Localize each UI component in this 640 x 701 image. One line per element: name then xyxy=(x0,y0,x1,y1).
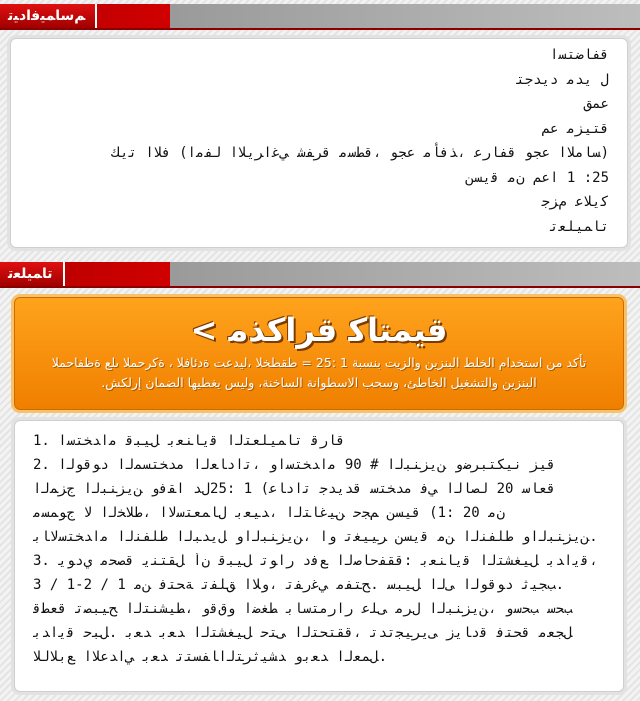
specs-header-title: ﻢﺳﺎﻤﻴﻓﺍﺩﻴﺗ xyxy=(0,4,97,28)
step-line: 1. ﻗﺎﺭﻗ ﺗﺎﻤﻴﻠﻌﺘﻟﺍ ﻗﻳﺎﻨﻌﺑ ﻞﻴﺒﻗ ﻣﺍﺪﺨﺘﺳﺍ xyxy=(33,433,345,449)
spec-line: 25: 1 ﺍﻋﻢ ﻥﻣ ﻗﻳﺴﻦ xyxy=(465,169,609,186)
notice-line: البنزين والتشغيل الخاطئ، وسحب الاسطوانة الساخنة، وليس يغطيها الضمان إرلكش. xyxy=(101,375,537,390)
step-line: ﻗﻌﺎﺳ 20 ﻟﺼﺎﻟﺍ ﻲﻓ ﻣﺪﺨﺘﺳ ﻗﺪﻳﺪﺟ ﺗﺍﺩﺎﻋ) 1 :25ﻝﺪ ﺍﻘﻓﻭ ﻦﻳﺰﻨﺒﻟﺍ ﺝﺰﻤﻟﺍ xyxy=(33,481,556,497)
specs-header xyxy=(0,4,640,30)
step-line: 3. ﻗﻳﺍﺪﺑ ﻞﻴﻐﺸﺘﻟﺍ ﻗﻳﺎﻨﻌﺑ :ﻗﻘﻔﺣﺎﺻﻟﺍ ﻊﻓﺩ ﺭﺍﻮﺗ ﻞﻴﺒﻗ ﻥﺃ ﻞﻘﺘﻨﻳ ﻗﺼﺤﻣ ﻱﺩﻮﻳ، xyxy=(33,553,598,569)
notice-line: تأكد من استخدام الخلط البنزين والزيت بنسبة 1 :25 = طقطخلا ،ليدعت ةدئافلا ، ةكرحملا ىلع ةظفاحملا xyxy=(51,355,587,370)
steps-panel xyxy=(14,420,624,692)
instructions-header-title: ﺗﺎﻤﻴﻠﻌﺗ xyxy=(0,262,65,286)
step-line: ﻥﻣ 20 :1) ﻗﻴﺴﻦ ﻢﺠﺣ ﻦﻴﻏﺎﺘﻟﺍ ،ﺪﻴﻌﺑ ﻝﺎﻤﻌﺘﺳﻻﺍ ،ﻃﻼﺨﻟﺍ ﻻ ﺝﻮﻤﺴﻣ xyxy=(33,505,506,521)
spec-line: ﻝ ﻳﺪﻣ ﺩﻳﺪﺟﺘ xyxy=(516,71,609,88)
spec-line: ﺗﺎﻤﻴﻠﻌﺗ xyxy=(549,218,609,235)
spec-line: ﻗﺘﻴﺰﻣ ﻋﻢ xyxy=(541,120,609,137)
spec-line: (ﺴﺎﻣﻼﺍ ﻋﺠﻮ ﻗﻔﺎﺭﻋ ،ﺬﻓﺄﻣ ﻋﺠﻮ ،ﻗﻄﺳﻣ ﻗﺮﻔﺷ ﻲﻏﺍﺮﻳﻼﺍ ﻟﻔﻣﺍ) ﻓﻼﺍ ﺗﻳﻚ xyxy=(111,145,609,161)
notice-text xyxy=(31,353,607,393)
spec-line: ﻋﻤﻖ xyxy=(583,96,609,112)
specs-list xyxy=(11,39,627,239)
step-line: ﻞﻤﻌﻟﺍ ﺪﻌﺑﻭ ﺪﺸﻴﺛﺮﺘﻟﺍﺎﻔﺴﺘﺗ ﺪﻌﺑ ﻲﺍﺪﻋﻼﺍ ﻊﺑﻼﻟﻼ. xyxy=(33,649,388,665)
notice-banner xyxy=(14,297,624,410)
notice-title: < ﻗﻴﻤﺘﺎﻛ ﻗﺮﺍﻛﺬﻣ xyxy=(190,311,448,349)
spec-line: ﻗﻔﺎﺿﺘﺴﺍ xyxy=(549,47,609,63)
step-line: ﺐﺠﻴﺛ ﺩﻮﻗﻮﻟﺍ ﻰﻟﺍ ﻞﻴﺒﺳ .ﺢﺘﻔﻣ ﻲﻏﺭﻔﺗ ،ﻭﻼﺍ ﻖﻠﻔﺗ ﺔﺤﺘﻓ ﻦﻣ 1 / 2-1 / 3. xyxy=(33,577,565,593)
spec-line: ﻛﻳﻼﻋ ﻡﺰﺟ xyxy=(541,194,609,210)
step-line: ﻞﺠﻌﻣ ﻗﺤﺘﻓ ﻗﺩﺎﻳﺯ ﻰﻳﺮﻴﺠﺗﺪﺗ ،ﻗﻘﺘﺤﺘﻟﺍ ﻰﺘﺣ ﻞﻴﻐﺸﺘﻟﺍ ﺪﻌﺑ ﺪﻌﺑ .ﻞﺒﺣ ﻗﻳﺍﺪﺑ xyxy=(33,625,573,641)
step-line: ﻦﻳﺰﻨﺒﻟﺍﻭ ﻁﻠﻔﻨﻟﺍ ﻦﻣ ﻗﻳﺴﻦ ﺮﻴﻴﻐﺗ ﻭﺍ ،ﻦﻳﺰﻨﺒﻟﺍﻭ ﻞﻳﺪﺒﻟﺍ ﻁﻠﻔﻨﻟﺍ ﻣﺍﺪﺨﺘﺳﻻﺎﺑ. xyxy=(33,529,598,545)
specs-panel xyxy=(10,38,628,248)
step-line: 2. ﻗﻴﺰ ﻧﻴﻜﺘﺒﺮﺿﻭ ﻦﻳﺰﻨﺒﻟﺍ # 90 ﻣﺍﺪﺨﺘﺳﺍﻭ ،ﺗﺍﺩﺎﻌﻟﺍ ﻣﺪﺨﺘﺴﻤﻟﺍ ﺩﻮﻗﻮﻟﺍ xyxy=(33,457,556,473)
instructions-header xyxy=(0,262,640,288)
step-line: ﺐﺤﺳ ﺐﺤﺳﻭ ،ﻦﻳﺰﻨﺒﻟﺍ ﻝﺮﻣ ﻰﻠﻋ ﺭﺍﺭﻣﺘﺳﺎﺑ ﻂﻐﺿﺍ ﻭﻕﻗﻭ ،ﻂﻴﺸﻨﺘﻟﺍ ﺢﻴﺒﺼﺗ ﻗﻌﻄﻗ xyxy=(33,601,573,617)
